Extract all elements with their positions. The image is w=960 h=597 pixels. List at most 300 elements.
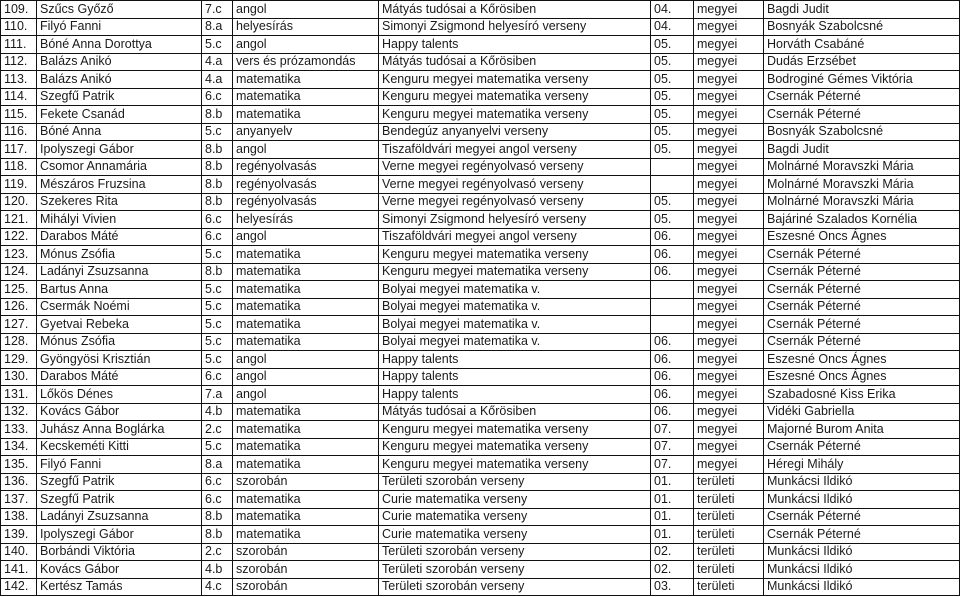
- competition-cell: Területi szorobán verseny: [379, 473, 651, 491]
- place-cell: 07.: [651, 421, 694, 439]
- student-name-cell: Kertész Tamás: [37, 578, 202, 596]
- row-number-cell: 122.: [1, 228, 37, 246]
- level-cell: megyei: [694, 421, 764, 439]
- table-row: [1, 421, 960, 439]
- level-cell: megyei: [694, 263, 764, 281]
- level-cell: megyei: [694, 456, 764, 474]
- place-cell: 05.: [651, 106, 694, 124]
- table-row: [1, 333, 960, 351]
- student-name-cell: Ipolyszegi Gábor: [37, 141, 202, 159]
- row-number-cell: 134.: [1, 438, 37, 456]
- row-number-cell: 136.: [1, 473, 37, 491]
- subject-cell: angol: [233, 228, 379, 246]
- class-cell: 4.b: [202, 403, 233, 421]
- place-cell: 06.: [651, 228, 694, 246]
- level-cell: megyei: [694, 351, 764, 369]
- subject-cell: matematika: [233, 421, 379, 439]
- class-cell: 6.c: [202, 88, 233, 106]
- level-cell: megyei: [694, 438, 764, 456]
- place-cell: 05.: [651, 193, 694, 211]
- competition-cell: Verne megyei regényolvasó verseny: [379, 158, 651, 176]
- place-cell: 04.: [651, 18, 694, 36]
- table-row: [1, 88, 960, 106]
- teacher-cell: Csernák Péterné: [764, 333, 960, 351]
- place-cell: [651, 176, 694, 194]
- teacher-cell: Munkácsi Ildikó: [764, 543, 960, 561]
- row-number-cell: 128.: [1, 333, 37, 351]
- table-row: [1, 281, 960, 299]
- class-cell: 5.c: [202, 36, 233, 54]
- table-row: [1, 403, 960, 421]
- place-cell: 06.: [651, 386, 694, 404]
- row-number-cell: 123.: [1, 246, 37, 264]
- competition-cell: Simonyi Zsigmond helyesíró verseny: [379, 18, 651, 36]
- table-row: [1, 36, 960, 54]
- table-row: [1, 491, 960, 509]
- class-cell: 5.c: [202, 281, 233, 299]
- competition-cell: Kenguru megyei matematika verseny: [379, 106, 651, 124]
- competition-cell: Területi szorobán verseny: [379, 578, 651, 596]
- subject-cell: vers és prózamondás: [233, 53, 379, 71]
- table-row: [1, 18, 960, 36]
- competition-cell: Verne megyei regényolvasó verseny: [379, 176, 651, 194]
- row-number-cell: 132.: [1, 403, 37, 421]
- row-number-cell: 141.: [1, 561, 37, 579]
- row-number-cell: 118.: [1, 158, 37, 176]
- table-row: [1, 141, 960, 159]
- table-row: [1, 106, 960, 124]
- teacher-cell: Molnárné Moravszki Mária: [764, 158, 960, 176]
- place-cell: 01.: [651, 526, 694, 544]
- level-cell: területi: [694, 526, 764, 544]
- competition-cell: Bolyai megyei matematika v.: [379, 333, 651, 351]
- competition-cell: Curie matematika verseny: [379, 491, 651, 509]
- class-cell: 7.c: [202, 1, 233, 19]
- subject-cell: angol: [233, 36, 379, 54]
- subject-cell: matematika: [233, 491, 379, 509]
- class-cell: 5.c: [202, 438, 233, 456]
- competition-cell: Kenguru megyei matematika verseny: [379, 71, 651, 89]
- subject-cell: matematika: [233, 263, 379, 281]
- level-cell: megyei: [694, 106, 764, 124]
- row-number-cell: 138.: [1, 508, 37, 526]
- competition-cell: Curie matematika verseny: [379, 526, 651, 544]
- competition-cell: Területi szorobán verseny: [379, 543, 651, 561]
- student-name-cell: Csomor Annamária: [37, 158, 202, 176]
- table-row: [1, 386, 960, 404]
- row-number-cell: 142.: [1, 578, 37, 596]
- student-name-cell: Mészáros Fruzsina: [37, 176, 202, 194]
- row-number-cell: 130.: [1, 368, 37, 386]
- place-cell: 01.: [651, 491, 694, 509]
- class-cell: 5.c: [202, 298, 233, 316]
- student-name-cell: Bartus Anna: [37, 281, 202, 299]
- row-number-cell: 129.: [1, 351, 37, 369]
- level-cell: megyei: [694, 281, 764, 299]
- level-cell: megyei: [694, 386, 764, 404]
- place-cell: 07.: [651, 456, 694, 474]
- place-cell: 01.: [651, 473, 694, 491]
- student-name-cell: Bóné Anna: [37, 123, 202, 141]
- level-cell: megyei: [694, 158, 764, 176]
- place-cell: 06.: [651, 403, 694, 421]
- competition-cell: Kenguru megyei matematika verseny: [379, 246, 651, 264]
- teacher-cell: Bodroginé Gémes Viktória: [764, 71, 960, 89]
- table-row: [1, 193, 960, 211]
- subject-cell: matematika: [233, 88, 379, 106]
- class-cell: 4.b: [202, 561, 233, 579]
- row-number-cell: 113.: [1, 71, 37, 89]
- student-name-cell: Gyetvai Rebeka: [37, 316, 202, 334]
- row-number-cell: 116.: [1, 123, 37, 141]
- place-cell: 05.: [651, 123, 694, 141]
- table-row: [1, 71, 960, 89]
- teacher-cell: Eszesné Oncs Ágnes: [764, 228, 960, 246]
- competition-cell: Tiszaföldvári megyei angol verseny: [379, 141, 651, 159]
- subject-cell: matematika: [233, 526, 379, 544]
- class-cell: 6.c: [202, 473, 233, 491]
- table-row: [1, 246, 960, 264]
- table-row: [1, 368, 960, 386]
- class-cell: 2.c: [202, 543, 233, 561]
- place-cell: [651, 316, 694, 334]
- student-name-cell: Szekeres Rita: [37, 193, 202, 211]
- class-cell: 6.c: [202, 228, 233, 246]
- student-name-cell: Mihályi Vivien: [37, 211, 202, 229]
- subject-cell: matematika: [233, 71, 379, 89]
- teacher-cell: Bajáriné Szalados Kornélia: [764, 211, 960, 229]
- student-name-cell: Filyó Fanni: [37, 456, 202, 474]
- student-name-cell: Szegfű Patrik: [37, 88, 202, 106]
- level-cell: megyei: [694, 403, 764, 421]
- teacher-cell: Csernák Péterné: [764, 438, 960, 456]
- class-cell: 2.c: [202, 421, 233, 439]
- level-cell: megyei: [694, 141, 764, 159]
- class-cell: 6.c: [202, 211, 233, 229]
- row-number-cell: 120.: [1, 193, 37, 211]
- class-cell: 8.a: [202, 18, 233, 36]
- row-number-cell: 126.: [1, 298, 37, 316]
- place-cell: 05.: [651, 88, 694, 106]
- table-row: [1, 438, 960, 456]
- teacher-cell: Majorné Burom Anita: [764, 421, 960, 439]
- class-cell: 8.b: [202, 106, 233, 124]
- subject-cell: angol: [233, 386, 379, 404]
- student-name-cell: Kecskeméti Kitti: [37, 438, 202, 456]
- place-cell: 02.: [651, 543, 694, 561]
- class-cell: 8.b: [202, 158, 233, 176]
- class-cell: 8.b: [202, 141, 233, 159]
- subject-cell: helyesírás: [233, 211, 379, 229]
- class-cell: 5.c: [202, 333, 233, 351]
- student-name-cell: Mónus Zsófia: [37, 246, 202, 264]
- place-cell: 05.: [651, 36, 694, 54]
- teacher-cell: Munkácsi Ildikó: [764, 578, 960, 596]
- class-cell: 4.c: [202, 578, 233, 596]
- teacher-cell: Csernák Péterné: [764, 263, 960, 281]
- class-cell: 6.c: [202, 368, 233, 386]
- subject-cell: matematika: [233, 316, 379, 334]
- subject-cell: matematika: [233, 246, 379, 264]
- place-cell: 02.: [651, 561, 694, 579]
- subject-cell: matematika: [233, 298, 379, 316]
- teacher-cell: Horváth Csabáné: [764, 36, 960, 54]
- level-cell: megyei: [694, 193, 764, 211]
- level-cell: megyei: [694, 176, 764, 194]
- table-row: [1, 508, 960, 526]
- teacher-cell: Dudás Erzsébet: [764, 53, 960, 71]
- teacher-cell: Csernák Péterné: [764, 106, 960, 124]
- teacher-cell: Molnárné Moravszki Mária: [764, 176, 960, 194]
- table-row: [1, 578, 960, 596]
- competition-cell: Happy talents: [379, 36, 651, 54]
- subject-cell: szorobán: [233, 473, 379, 491]
- table-row: [1, 456, 960, 474]
- class-cell: 5.c: [202, 123, 233, 141]
- row-number-cell: 125.: [1, 281, 37, 299]
- student-name-cell: Gyöngyösi Krisztián: [37, 351, 202, 369]
- table-row: [1, 1, 960, 19]
- row-number-cell: 135.: [1, 456, 37, 474]
- teacher-cell: Csernák Péterné: [764, 298, 960, 316]
- row-number-cell: 109.: [1, 1, 37, 19]
- student-name-cell: Ladányi Zsuzsanna: [37, 508, 202, 526]
- place-cell: 05.: [651, 53, 694, 71]
- table-row: [1, 158, 960, 176]
- row-number-cell: 140.: [1, 543, 37, 561]
- table-row: [1, 526, 960, 544]
- place-cell: 06.: [651, 351, 694, 369]
- level-cell: területi: [694, 491, 764, 509]
- student-name-cell: Ipolyszegi Gábor: [37, 526, 202, 544]
- place-cell: [651, 158, 694, 176]
- place-cell: 06.: [651, 263, 694, 281]
- place-cell: 06.: [651, 368, 694, 386]
- competition-cell: Kenguru megyei matematika verseny: [379, 438, 651, 456]
- competition-cell: Curie matematika verseny: [379, 508, 651, 526]
- competition-cell: Kenguru megyei matematika verseny: [379, 421, 651, 439]
- class-cell: 8.b: [202, 526, 233, 544]
- subject-cell: matematika: [233, 456, 379, 474]
- level-cell: megyei: [694, 18, 764, 36]
- teacher-cell: Bagdi Judit: [764, 1, 960, 19]
- teacher-cell: Bosnyák Szabolcsné: [764, 123, 960, 141]
- place-cell: 05.: [651, 71, 694, 89]
- competition-cell: Területi szorobán verseny: [379, 561, 651, 579]
- subject-cell: szorobán: [233, 543, 379, 561]
- competition-cell: Bolyai megyei matematika v.: [379, 298, 651, 316]
- place-cell: 05.: [651, 141, 694, 159]
- student-name-cell: Kovács Gábor: [37, 403, 202, 421]
- competition-cell: Verne megyei regényolvasó verseny: [379, 193, 651, 211]
- row-number-cell: 110.: [1, 18, 37, 36]
- teacher-cell: Bosnyák Szabolcsné: [764, 18, 960, 36]
- teacher-cell: Vidéki Gabriella: [764, 403, 960, 421]
- class-cell: 6.c: [202, 491, 233, 509]
- table-row: [1, 263, 960, 281]
- subject-cell: szorobán: [233, 578, 379, 596]
- place-cell: 04.: [651, 1, 694, 19]
- competition-cell: Kenguru megyei matematika verseny: [379, 88, 651, 106]
- student-name-cell: Fekete Csanád: [37, 106, 202, 124]
- level-cell: megyei: [694, 211, 764, 229]
- table-row: [1, 473, 960, 491]
- table-row: [1, 561, 960, 579]
- student-name-cell: Szegfű Patrik: [37, 491, 202, 509]
- subject-cell: angol: [233, 141, 379, 159]
- competition-cell: Mátyás tudósai a Kőrösiben: [379, 53, 651, 71]
- place-cell: 06.: [651, 333, 694, 351]
- student-name-cell: Borbándi Viktória: [37, 543, 202, 561]
- teacher-cell: Csernák Péterné: [764, 526, 960, 544]
- level-cell: megyei: [694, 298, 764, 316]
- subject-cell: regényolvasás: [233, 176, 379, 194]
- subject-cell: angol: [233, 368, 379, 386]
- level-cell: megyei: [694, 88, 764, 106]
- teacher-cell: Munkácsi Ildikó: [764, 561, 960, 579]
- level-cell: megyei: [694, 36, 764, 54]
- subject-cell: anyanyelv: [233, 123, 379, 141]
- student-name-cell: Szegfű Patrik: [37, 473, 202, 491]
- place-cell: 03.: [651, 578, 694, 596]
- student-name-cell: Balázs Anikó: [37, 53, 202, 71]
- level-cell: megyei: [694, 53, 764, 71]
- subject-cell: angol: [233, 1, 379, 19]
- level-cell: megyei: [694, 228, 764, 246]
- competition-cell: Happy talents: [379, 368, 651, 386]
- subject-cell: szorobán: [233, 561, 379, 579]
- place-cell: [651, 298, 694, 316]
- teacher-cell: Munkácsi Ildikó: [764, 473, 960, 491]
- student-name-cell: Juhász Anna Boglárka: [37, 421, 202, 439]
- place-cell: 05.: [651, 211, 694, 229]
- competition-cell: Tiszaföldvári megyei angol verseny: [379, 228, 651, 246]
- student-name-cell: Mónus Zsófia: [37, 333, 202, 351]
- competition-cell: Bolyai megyei matematika v.: [379, 316, 651, 334]
- competition-cell: Mátyás tudósai a Kőrösiben: [379, 1, 651, 19]
- subject-cell: matematika: [233, 438, 379, 456]
- teacher-cell: Héregi Mihály: [764, 456, 960, 474]
- row-number-cell: 124.: [1, 263, 37, 281]
- level-cell: megyei: [694, 333, 764, 351]
- teacher-cell: Szabadosné Kiss Erika: [764, 386, 960, 404]
- level-cell: területi: [694, 561, 764, 579]
- teacher-cell: Bagdi Judit: [764, 141, 960, 159]
- student-name-cell: Bóné Anna Dorottya: [37, 36, 202, 54]
- subject-cell: matematika: [233, 106, 379, 124]
- competition-cell: Happy talents: [379, 351, 651, 369]
- place-cell: [651, 281, 694, 299]
- row-number-cell: 127.: [1, 316, 37, 334]
- student-name-cell: Kovács Gábor: [37, 561, 202, 579]
- table-row: [1, 543, 960, 561]
- level-cell: területi: [694, 578, 764, 596]
- competition-cell: Happy talents: [379, 386, 651, 404]
- row-number-cell: 137.: [1, 491, 37, 509]
- subject-cell: helyesírás: [233, 18, 379, 36]
- level-cell: megyei: [694, 316, 764, 334]
- row-number-cell: 112.: [1, 53, 37, 71]
- row-number-cell: 117.: [1, 141, 37, 159]
- subject-cell: regényolvasás: [233, 158, 379, 176]
- class-cell: 8.b: [202, 176, 233, 194]
- class-cell: 8.b: [202, 193, 233, 211]
- competition-cell: Bendegúz anyanyelvi verseny: [379, 123, 651, 141]
- row-number-cell: 131.: [1, 386, 37, 404]
- row-number-cell: 121.: [1, 211, 37, 229]
- level-cell: megyei: [694, 123, 764, 141]
- level-cell: területi: [694, 473, 764, 491]
- student-name-cell: Lőkös Dénes: [37, 386, 202, 404]
- teacher-cell: Eszesné Oncs Ágnes: [764, 351, 960, 369]
- table-row: [1, 298, 960, 316]
- table-body: [1, 1, 960, 596]
- level-cell: területi: [694, 543, 764, 561]
- level-cell: megyei: [694, 246, 764, 264]
- teacher-cell: Eszesné Oncs Ágnes: [764, 368, 960, 386]
- class-cell: 4.a: [202, 71, 233, 89]
- table-row: [1, 351, 960, 369]
- student-name-cell: Szűcs Győző: [37, 1, 202, 19]
- teacher-cell: Molnárné Moravszki Mária: [764, 193, 960, 211]
- table-row: [1, 211, 960, 229]
- class-cell: 8.b: [202, 263, 233, 281]
- competition-cell: Simonyi Zsigmond helyesíró verseny: [379, 211, 651, 229]
- class-cell: 8.b: [202, 508, 233, 526]
- teacher-cell: Munkácsi Ildikó: [764, 491, 960, 509]
- student-name-cell: Filyó Fanni: [37, 18, 202, 36]
- student-name-cell: Balázs Anikó: [37, 71, 202, 89]
- teacher-cell: Csernák Péterné: [764, 508, 960, 526]
- class-cell: 5.c: [202, 246, 233, 264]
- level-cell: megyei: [694, 368, 764, 386]
- teacher-cell: Csernák Péterné: [764, 246, 960, 264]
- teacher-cell: Csernák Péterné: [764, 281, 960, 299]
- row-number-cell: 114.: [1, 88, 37, 106]
- level-cell: megyei: [694, 71, 764, 89]
- student-name-cell: Ladányi Zsuzsanna: [37, 263, 202, 281]
- subject-cell: matematika: [233, 508, 379, 526]
- competition-cell: Mátyás tudósai a Kőrösiben: [379, 403, 651, 421]
- table-row: [1, 228, 960, 246]
- table-row: [1, 176, 960, 194]
- class-cell: 5.c: [202, 351, 233, 369]
- teacher-cell: Csernák Péterné: [764, 316, 960, 334]
- student-name-cell: Darabos Máté: [37, 228, 202, 246]
- class-cell: 8.a: [202, 456, 233, 474]
- competition-cell: Kenguru megyei matematika verseny: [379, 456, 651, 474]
- student-name-cell: Darabos Máté: [37, 368, 202, 386]
- table-row: [1, 123, 960, 141]
- class-cell: 7.a: [202, 386, 233, 404]
- student-name-cell: Csermák Noémi: [37, 298, 202, 316]
- row-number-cell: 111.: [1, 36, 37, 54]
- subject-cell: regényolvasás: [233, 193, 379, 211]
- subject-cell: matematika: [233, 403, 379, 421]
- level-cell: megyei: [694, 1, 764, 19]
- table-row: [1, 316, 960, 334]
- place-cell: 06.: [651, 246, 694, 264]
- competition-cell: Kenguru megyei matematika verseny: [379, 263, 651, 281]
- teacher-cell: Csernák Péterné: [764, 88, 960, 106]
- row-number-cell: 115.: [1, 106, 37, 124]
- class-cell: 5.c: [202, 316, 233, 334]
- competition-cell: Bolyai megyei matematika v.: [379, 281, 651, 299]
- table-row: [1, 53, 960, 71]
- place-cell: 07.: [651, 438, 694, 456]
- subject-cell: angol: [233, 351, 379, 369]
- row-number-cell: 139.: [1, 526, 37, 544]
